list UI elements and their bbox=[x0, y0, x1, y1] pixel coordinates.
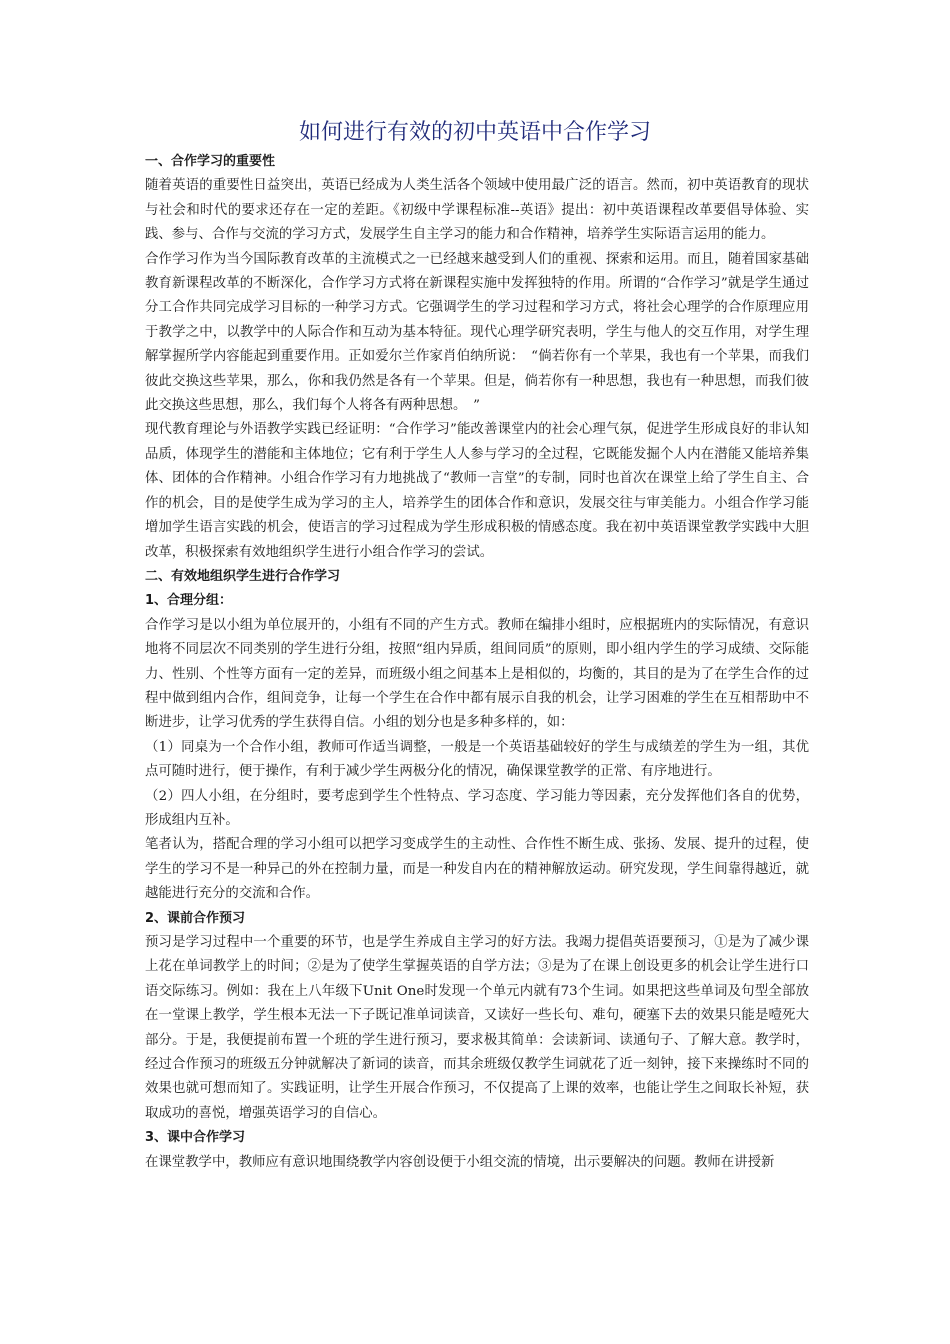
paragraph: （2）四人小组，在分组时，要考虑到学生个性特点、学习态度、学习能力等因素，充分发挥他们各自的优势，形成组内互补。 bbox=[145, 788, 809, 828]
paragraph: 现代教育理论与外语教学实践已经证明：“合作学习”能改善课堂内的社会心理气氛，促进学生形成良好的非认知品质，体现学生的潜能和主体地位；它有利于学生人人参与学习的全过程，它既能发掘个人内在潜能又能培养集体、团体的合作精神。小组合作学习有力地挑战了“教师一言堂”的专制，同时也首次在课堂上给了学生自主、合作的机会，目的是使学生成为学习的主人，培养学生的团体合作和意识，发展交往与审美能力。小组合作学习能增加学生语言实践的机会，使语言的学习过程成为学生形成积极的情感态度。我在初中英语课堂教学实践中大胆改革，积极探索有效地组织学生进行小组合作学习的尝试。 bbox=[145, 422, 809, 560]
section-heading: 二、有效地组织学生进行合作学习 bbox=[145, 568, 341, 584]
paragraph: 随着英语的重要性日益突出，英语已经成为人类生活各个领域中使用最广泛的语言。然而，初中英语教育的现状与社会和时代的要求还存在一定的差距。《初级中学课程标准--英语》提出：初中英语课程改革要倡导体验、实践、参与、合作与交流的学习方式，发展学生自主学习的能力和合作精神，培养学生实际语言运用的能力。 bbox=[145, 178, 809, 243]
document-title: 如何进行有效的初中英语中合作学习 bbox=[298, 120, 651, 145]
paragraph: 合作学习作为当今国际教育改革的主流模式之一已经越来越受到人们的重视、探索和运用。而且，随着国家基础教育新课程改革的不断深化，合作学习方式将在新课程实施中发挥独特的作用。所谓的“合作学习”就是学生通过分工合作共同完成学习目标的一种学习方式。它强调学生的学习过程和学习方式，将社会心理学的合作原理应用于教学之中，以教学中的人际合作和互动为基本特征。现代心理学研究表明，学生与他人的交互作用，对学生理解掌握所学内容能起到重要作用。正如爱尔兰作家肖伯纳所说： “倘若你有一个苹果，我也有一个苹果，而我们彼此交换这些苹果，那么，你和我仍然是各有一个苹果。但是，倘若你有一种思想，我也有一种思想，而我们彼此交换这些思想，那么，我们每个人将各有两种思想。 ” bbox=[145, 251, 809, 414]
section-heading: 1、合理分组： bbox=[145, 593, 233, 609]
paragraph: 预习是学习过程中一个重要的环节，也是学生养成自主学习的好方法。我竭力提倡英语要预习，①是为了减少课上花在单词教学上的时间；②是为了使学生掌握英语的自学方法；③是为了在课上创设更多的机会让学生进行口语交际练习。例如：我在上八年级下Unit One时发现一个单元内就有73个生词。如果把这些单词及句型全部放在一堂课上教学，学生根本无法一下子既记准单词读音，又读好一些长句、难句，硬塞下去的效果只能是噎死大部分。于是，我便提前布置一个班的学生进行预习，要求极其简单：会读新词、读通句子、了解大意。教学时，经过合作预习的班级五分钟就解决了新词的读音，而其余班级仅教学生词就花了近一刻钟，接下来操练时不同的效果也就可想而知了。实践证明，让学生开展合作预习，不仅提高了上课的效率，也能让学生之间取长补短，获取成功的喜悦，增强英语学习的自信心。 bbox=[145, 935, 809, 1121]
paragraph: 合作学习是以小组为单位展开的，小组有不同的产生方式。教师在编排小组时，应根据班内的实际情况，有意识地将不同层次不同类别的学生进行分组，按照“组内异质，组间同质”的原则，即小组内学生的学习成绩、交际能力、性别、个性等方面有一定的差异，而班级小组之间基本上是相似的，均衡的，其目的是为了在学生合作的过程中做到组内合作，组间竞争，让每一个学生在合作中都有展示自我的机会，让学习困难的学生在互相帮助中不断进步，让学习优秀的学生获得自信。小组的划分也是多种多样的，如： bbox=[145, 617, 809, 731]
section-heading: 3、课中合作学习 bbox=[145, 1130, 246, 1146]
paragraph: 笔者认为，搭配合理的学习小组可以把学习变成学生的主动性、合作性不断生成、张扬、发展、提升的过程，使学生的学习不是一种异己的外在控制力量，而是一种发自内在的精神解放运动。研究发现，学生间靠得越近，就越能进行充分的交流和合作。 bbox=[145, 837, 809, 902]
paragraph: 在课堂教学中，教师应有意识地围绕教学内容创设便于小组交流的情境，出示要解决的问题。教师在讲授新 bbox=[145, 1154, 775, 1170]
section-heading: 一、合作学习的重要性 bbox=[145, 154, 276, 169]
paragraph: （1）同桌为一个合作小组，教师可作适当调整，一般是一个英语基础较好的学生与成绩差的学生为一组，其优点可随时进行，便于操作，有利于减少学生两极分化的情况，确保课堂教学的正常、有序地进行。 bbox=[145, 739, 809, 780]
document-body bbox=[145, 150, 809, 1175]
section-heading: 2、课前合作预习 bbox=[145, 910, 246, 926]
